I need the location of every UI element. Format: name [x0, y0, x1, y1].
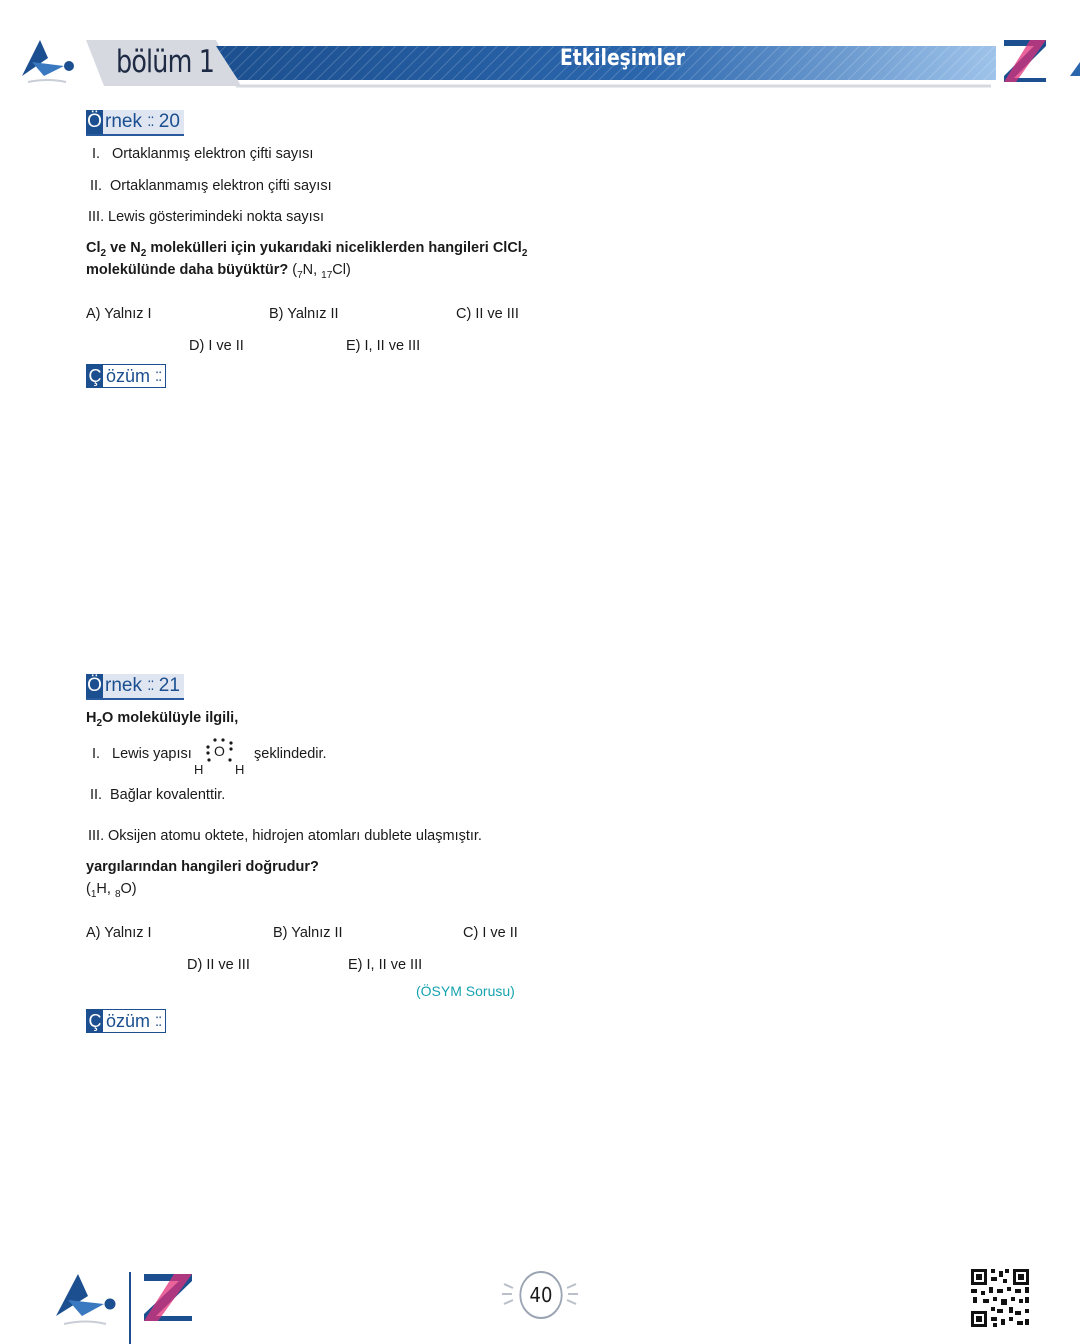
example-number: 20	[158, 111, 180, 133]
question-text: $Cl_2$ ve $N_2$ molekülleri için yukarıdaki niceliklerden hangileri ClCl$_2$	[86, 240, 528, 259]
z-logo-icon	[1000, 36, 1050, 84]
svg-text:H: H	[235, 762, 245, 777]
atomic-numbers: ($_1H$, $_8$O)	[86, 881, 137, 900]
question-intro: $H_2O$ molekülüyle ilgili,	[86, 710, 239, 729]
dots-icon: ⁚⁚	[147, 678, 154, 693]
question-text: yargılarından hangileri doğrudur?	[86, 859, 319, 875]
solution-label: Ç özüm ⁚⁚	[86, 1009, 166, 1033]
choice-a[interactable]: A) Yalnız I	[86, 925, 152, 941]
choice-e[interactable]: E) I, II ve III	[348, 957, 423, 973]
example-20-label	[86, 110, 184, 136]
lewis-structure-diagram	[190, 736, 252, 778]
choice-d[interactable]: D) I ve II	[189, 338, 244, 354]
corner-arrow-icon	[1068, 62, 1080, 78]
choice-b[interactable]: B) Yalnız II	[269, 306, 339, 322]
statement-item: III. Oksijen atomu oktete, hidrojen atomları dublete ulaşmıştır.	[88, 828, 482, 844]
qr-code-icon	[969, 1267, 1031, 1329]
footer-publisher-logo-icon	[52, 1270, 118, 1328]
example-label-initial: Ö	[87, 675, 102, 696]
example-number: 21	[158, 675, 180, 697]
choice-a[interactable]: A) Yalnız I	[86, 306, 152, 322]
header-band	[86, 38, 996, 88]
publisher-logo-icon	[18, 36, 76, 86]
dots-icon: ⁚⁚	[155, 369, 162, 385]
dots-icon: ⁚⁚	[147, 114, 154, 129]
statement-item: I. Lewis yapısı	[92, 746, 192, 762]
solution-label: Ç özüm ⁚⁚	[86, 364, 166, 388]
choice-c[interactable]: C) II ve III	[456, 306, 519, 322]
choice-e[interactable]: E) I, II ve III	[346, 338, 421, 354]
lewis-suffix: şeklindedir.	[254, 746, 327, 762]
example-21-label	[86, 674, 184, 700]
footer-divider	[129, 1272, 131, 1344]
statement-item: II. Ortaklanmamış elektron çifti sayısı	[90, 178, 332, 194]
example-label-word: rnek	[105, 111, 142, 133]
choice-d[interactable]: D) II ve III	[187, 957, 250, 973]
footer-z-logo-icon	[140, 1270, 196, 1324]
question-text-line2: molekülünde daha büyüktür? ($_7N$, $_{17}$Cl)	[86, 262, 351, 281]
page-number: 40	[519, 1271, 562, 1319]
section-title: Etkileşimler	[560, 46, 686, 71]
dots-icon: ⁚⁚	[155, 1014, 162, 1030]
choice-c[interactable]: C) I ve II	[463, 925, 518, 941]
choice-b[interactable]: B) Yalnız II	[273, 925, 343, 941]
svg-text:H: H	[194, 762, 204, 777]
example-label-initial: Ö	[87, 111, 102, 132]
svg-text:O: O	[214, 743, 225, 759]
statement-item: I. Ortaklanmış elektron çifti sayısı	[92, 146, 314, 162]
chapter-label: bölüm 1	[116, 44, 215, 80]
source-note: (ÖSYM Sorusu)	[416, 983, 515, 999]
statement-item: III. Lewis gösterimindeki nokta sayısı	[88, 209, 324, 225]
statement-item: II. Bağlar kovalenttir.	[90, 787, 226, 803]
example-label-word: rnek	[105, 675, 142, 697]
